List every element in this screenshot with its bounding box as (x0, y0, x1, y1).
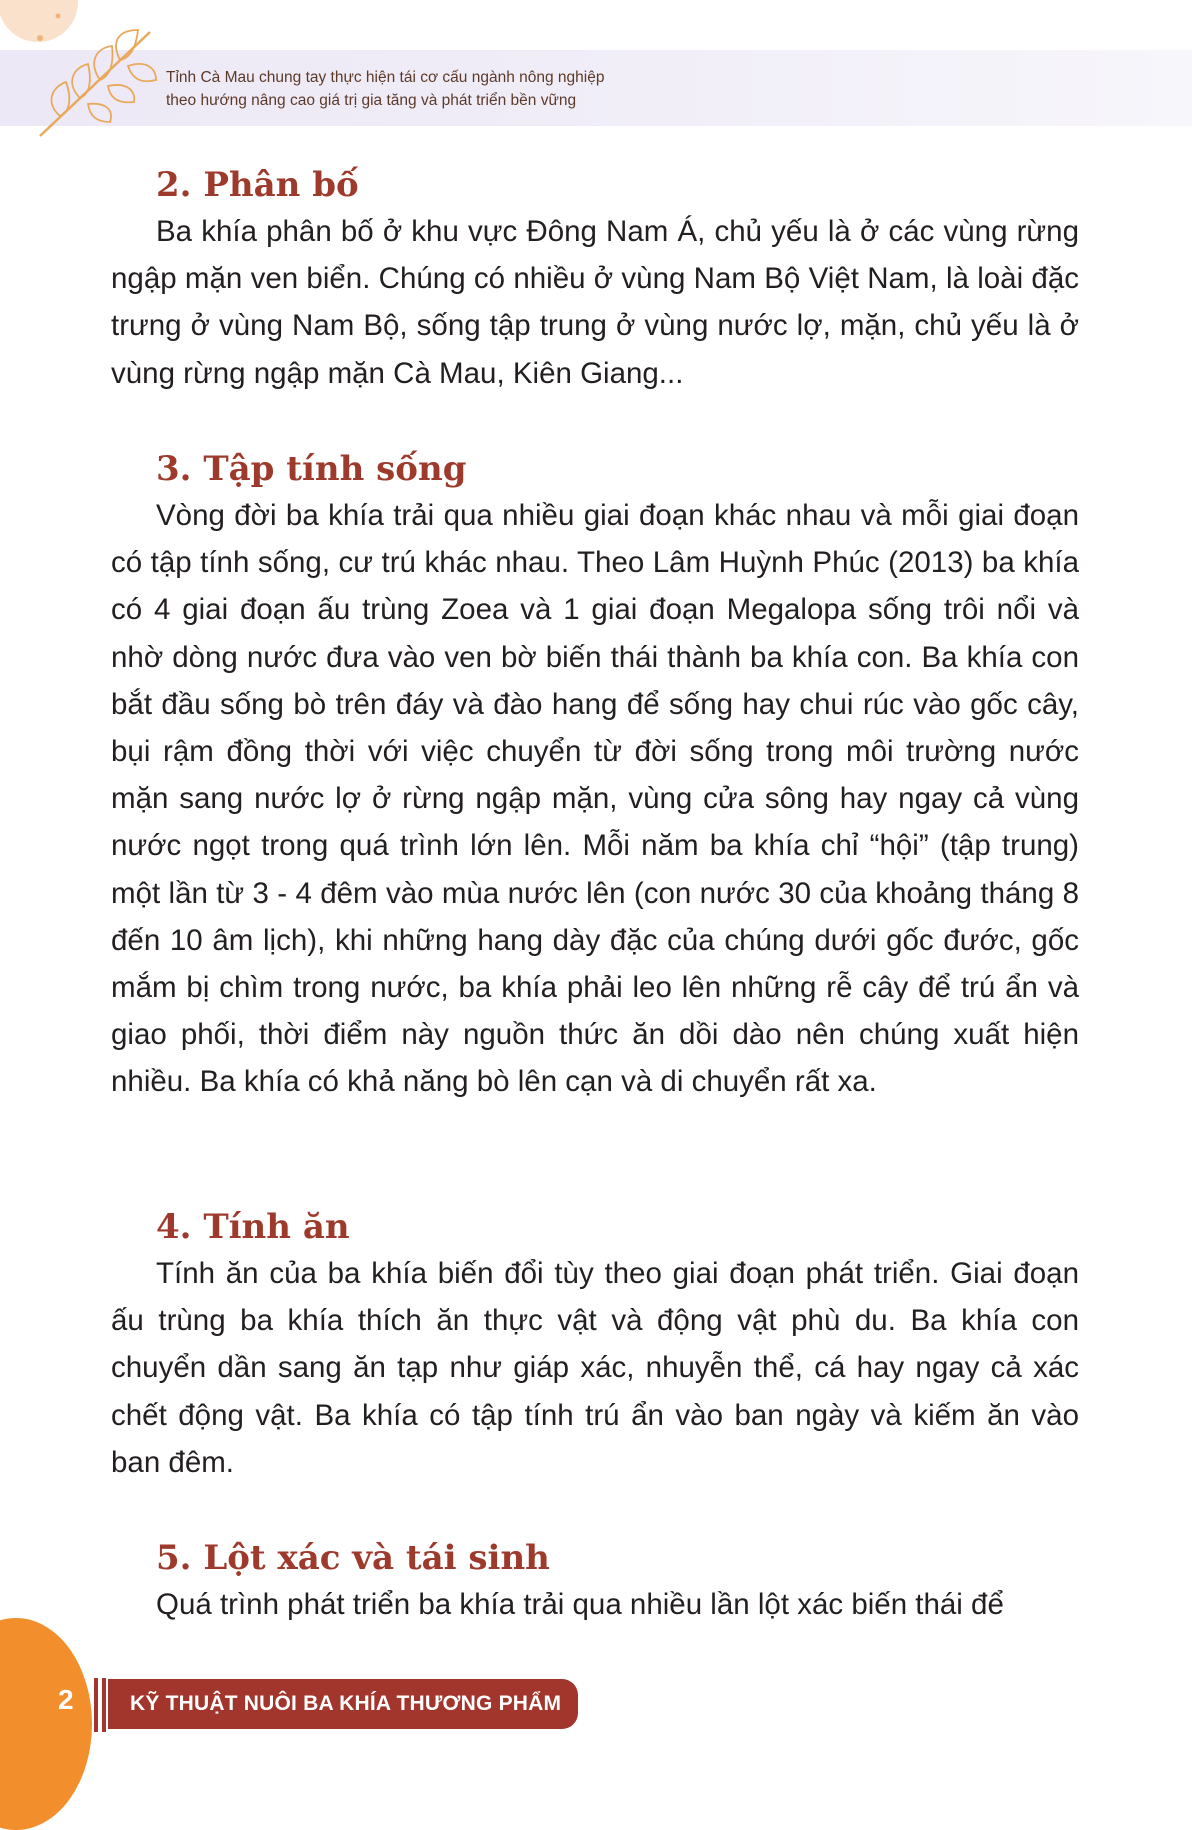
section-paragraph: Vòng đời ba khía trải qua nhiều giai đoạn khác nhau và mỗi giai đoạn có tập tính sống, cư trú khác nhau. Theo Lâm Huỳnh Phúc (2013) ba khía có 4 giai đoạn ấu trùng Zoea và 1 giai đoạn Megalopa sống trôi nổi và nhờ dòng nước đưa vào ven bờ biến thái thành ba khía con. Ba khía con bắt đầu sống bò trên đáy và đào hang để sống hay chui rúc vào gốc cây, bụi rậm đồng thời với việc chuyển từ đời sống trong môi trường nước mặn sang nước lợ ở rừng ngập mặn, vùng cửa sông hay ngay cả vùng nước ngọt trong quá trình lớn lên. Mỗi năm ba khía chỉ “hội” (tập trung) một lần từ 3 - 4 đêm vào mùa nước lên (con nước 30 của khoảng tháng 8 đến 10 âm lịch), khi những hang dày đặc của chúng dưới gốc đước, gốc mắm bị chìm trong nước, ba khía phải leo lên những rễ cây để trú ẩn và giao phối, thời điểm này nguồn thức ăn dồi dào nên chúng xuất hiện nhiều. Ba khía có khả năng bò lên cạn và di chuyển rất xa. (111, 499, 1079, 1099)
page-number-badge (0, 1618, 92, 1830)
section-molting (111, 1535, 1079, 1628)
section-living-habits (111, 446, 1079, 1106)
section-paragraph: Quá trình phát triển ba khía trải qua nhiều lần lột xác biến thái để (156, 1588, 1004, 1621)
section-paragraph: Tính ăn của ba khía biến đổi tùy theo giai đoạn phát triển. Giai đoạn ấu trùng ba khía thích ăn thực vật và động vật phù du. Ba khía con chuyển dần sang ăn tạp như giáp xác, nhuyễn thể, cá hay ngay cả xác chết động vật. Ba khía có tập tính trú ẩn vào ban ngày và kiếm ăn vào ban đêm. (111, 1257, 1079, 1479)
section-heading: 5. Lột xác và tái sinh (156, 1538, 550, 1578)
header-band (0, 50, 1192, 126)
section-paragraph: Ba khía phân bố ở khu vực Đông Nam Á, chủ yếu là ở các vùng rừng ngập mặn ven biển. Chúng có nhiều ở vùng Nam Bộ Việt Nam, là loài đặc trưng ở vùng Nam Bộ, sống tập trung ở vùng nước lợ, mặn, chủ yếu là ở vùng rừng ngập mặn Cà Mau, Kiên Giang... (111, 215, 1079, 390)
section-heading: 4. Tính ăn (156, 1207, 350, 1247)
header-line-2: theo hướng nâng cao giá trị gia tăng và phát triển bền vững (166, 92, 577, 109)
section-distribution (111, 162, 1079, 397)
section-heading: 2. Phân bố (156, 165, 359, 205)
leaf-decoration-icon (0, 0, 160, 140)
header-line-1: Tỉnh Cà Mau chung tay thực hiện tái cơ cấu ngành nông nghiệp (166, 69, 605, 86)
page-number: 2 (58, 1684, 74, 1715)
section-feeding (111, 1204, 1079, 1486)
section-heading: 3. Tập tính sống (156, 449, 467, 489)
book-title: KỸ THUẬT NUÔI BA KHÍA THƯƠNG PHẨM (130, 1692, 562, 1715)
